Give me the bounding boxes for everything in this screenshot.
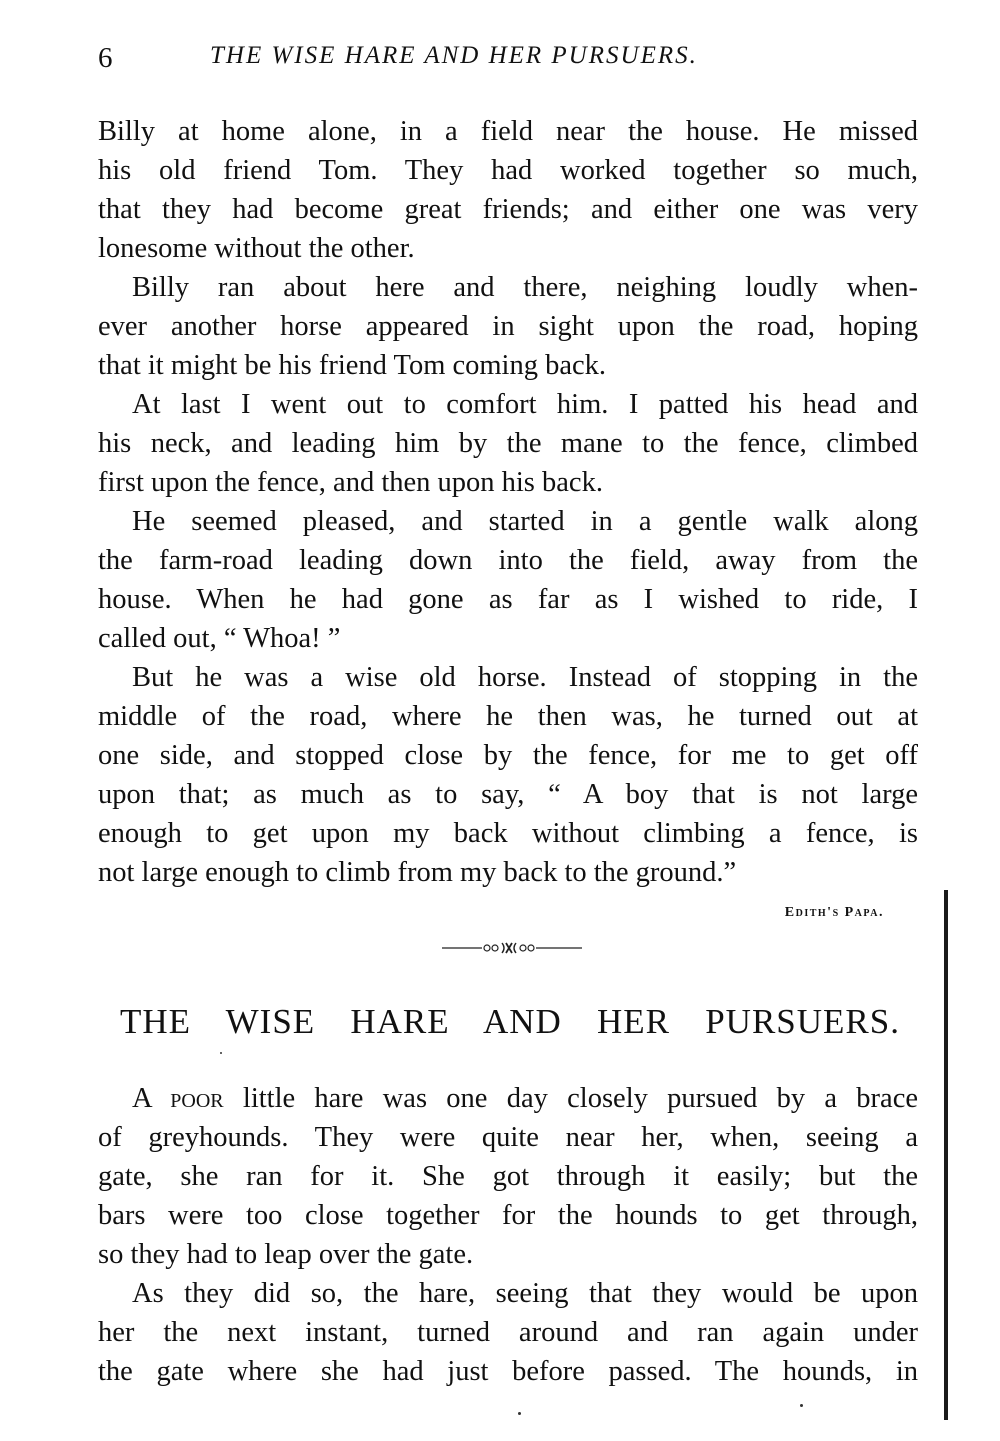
story-1-paragraph-1 (98, 112, 918, 268)
text-line: But he was a wise old horse. Instead of stopping in the (132, 662, 918, 693)
story-1-paragraph-2 (98, 268, 918, 385)
text-line: gate, she ran for it. She got through it easily; but the (98, 1161, 918, 1192)
text-line: middle of the road, where he then was, he turned out at (98, 701, 918, 732)
running-head (98, 40, 918, 80)
story-2-paragraph-2 (98, 1274, 918, 1391)
text-line: At last I went out to comfort him. I patted his head and (132, 389, 918, 420)
text-line: so they had to leap over the gate. (98, 1239, 474, 1270)
smallcaps-word: poor (170, 1083, 224, 1114)
text-line: her the next instant, turned around and ran again under (98, 1317, 918, 1348)
text-line: first upon the fence, and then upon his back. (98, 467, 603, 498)
page-edge-rule (944, 890, 948, 1420)
text-line: his neck, and leading him by the mane to the fence, climbed (98, 428, 918, 459)
print-speck (220, 1052, 222, 1054)
text-line: of greyhounds. They were quite near her, when, seeing a (98, 1122, 918, 1153)
text-line: the gate where she had just before passed. The hounds, in (98, 1356, 918, 1387)
text-line: Billy at home alone, in a field near the house. He missed (98, 116, 918, 147)
text-line: enough to get upon my back without climbing a fence, is (98, 818, 918, 849)
text-line: house. When he had gone as far as I wished to ride, I (98, 584, 918, 615)
text-line: As they did so, the hare, seeing that they would be upon (132, 1278, 918, 1309)
text-line: bars were too close together for the hounds to get through, (98, 1200, 918, 1231)
story-1-paragraph-5 (98, 658, 918, 892)
line-rest: little hare was one day closely pursued by a brace (223, 1083, 918, 1114)
text-line (98, 1079, 918, 1118)
print-speck (800, 1404, 803, 1407)
text-line: the farm-road leading down into the field, away from the (98, 545, 918, 576)
text-line: that it might be his friend Tom coming back. (98, 350, 607, 381)
text-line: lonesome without the other. (98, 233, 415, 264)
text-line: ever another horse appeared in sight upon the road, hoping (98, 311, 918, 342)
ornament-divider (440, 933, 585, 963)
text-line: one side, and stopped close by the fence, for me to get off (98, 740, 918, 771)
text-line: that they had become great friends; and either one was very (98, 194, 918, 225)
section-title: THE WISE HARE AND HER PURSUERS. (120, 1002, 900, 1041)
dropcap-word: A (132, 1083, 171, 1114)
text-line: He seemed pleased, and started in a gentle walk along (132, 506, 918, 537)
text-line: not large enough to climb from my back to the ground.” (98, 857, 737, 888)
attribution: Edith's Papa. (784, 905, 884, 920)
page-number: 6 (98, 42, 113, 74)
story-1-paragraph-3 (98, 385, 918, 502)
text-line: upon that; as much as to say, “ A boy that is not large (98, 779, 918, 810)
text-line: Billy ran about here and there, neighing loudly when- (132, 272, 918, 303)
story-1-paragraph-4 (98, 502, 918, 658)
print-speck (518, 1412, 521, 1415)
text-line: his old friend Tom. They had worked together so much, (98, 155, 918, 186)
text-line: called out, “ Whoa! ” (98, 623, 341, 654)
story-2-paragraph-1 (98, 1079, 918, 1274)
running-title: THE WISE HARE AND HER PURSUERS. (210, 42, 698, 69)
